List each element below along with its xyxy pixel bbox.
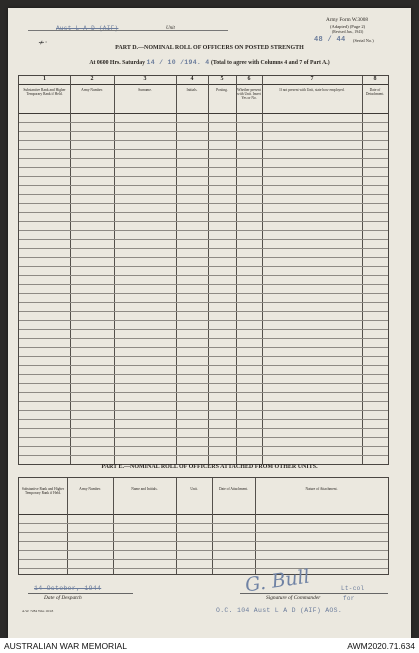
part-e-table xyxy=(18,477,389,575)
column-header: Substantive Rank and Higher Temporary Rank if Held. xyxy=(21,487,65,496)
column-divider xyxy=(255,478,256,574)
table-row-line xyxy=(19,176,388,177)
column-number: 4 xyxy=(190,76,194,82)
table-row-line xyxy=(19,275,388,276)
column-divider xyxy=(212,478,213,574)
part-d-table xyxy=(18,75,389,465)
table-row-line xyxy=(19,302,388,303)
table-row-line xyxy=(19,221,388,222)
table-row-line xyxy=(19,131,388,132)
table-row-line xyxy=(19,523,388,524)
column-header: Date of Detachment. xyxy=(365,88,385,97)
table-row-line xyxy=(19,392,388,393)
table-row-line xyxy=(19,320,388,321)
column-divider xyxy=(176,478,177,574)
column-divider xyxy=(362,76,363,464)
column-divider xyxy=(70,76,71,464)
table-row-line xyxy=(19,239,388,240)
part-d-subtitle xyxy=(8,59,411,66)
table-row-line xyxy=(19,401,388,402)
date-typed: 14 / 10 /194. 4 xyxy=(146,59,210,66)
column-header: If not present with Unit, state how employed. xyxy=(279,88,345,92)
table-row-line xyxy=(19,347,388,348)
table-row-line xyxy=(19,437,388,438)
table-row-line xyxy=(19,311,388,312)
form-revised: (Revised Jan., 1943) xyxy=(332,30,364,34)
part-e-header-divider xyxy=(19,514,388,515)
column-number: 6 xyxy=(247,76,251,82)
column-divider xyxy=(208,76,209,464)
column-number: 8 xyxy=(373,76,377,82)
table-row-line xyxy=(19,167,388,168)
column-number: 3 xyxy=(143,76,147,82)
column-divider xyxy=(114,76,115,464)
printer-note: A.W. 7284 Wks 10/43 xyxy=(22,609,54,613)
column-header: Substantive Rank and Higher Temporary Rank if Held. xyxy=(23,88,66,97)
table-row-line xyxy=(19,293,388,294)
column-number: 1 xyxy=(43,76,46,82)
table-row-line xyxy=(19,122,388,123)
table-row-line xyxy=(19,338,388,339)
table-row-line xyxy=(19,550,388,551)
rank-typed: Lt-col xyxy=(341,585,365,592)
table-row-line xyxy=(19,329,388,330)
table-row-line xyxy=(19,248,388,249)
institution-name: AUSTRALIAN WAR MEMORIAL xyxy=(4,641,127,651)
despatch-line xyxy=(28,593,133,594)
col-number-divider xyxy=(19,84,388,85)
table-row-line xyxy=(19,194,388,195)
table-row-line xyxy=(19,374,388,375)
table-row-line xyxy=(19,410,388,411)
column-header: Army Number. xyxy=(79,487,101,491)
table-row-line xyxy=(19,158,388,159)
column-header: Posting. xyxy=(216,88,228,92)
column-header: Initials. xyxy=(186,88,198,92)
table-row-line xyxy=(19,541,388,542)
table-row-line xyxy=(19,140,388,141)
column-number: 2 xyxy=(90,76,94,82)
accession-number: AWM2020.71.634 xyxy=(347,641,415,651)
column-header: Unit. xyxy=(190,487,198,491)
archive-footer xyxy=(0,638,419,653)
signature-label: Signature of Commander xyxy=(266,595,321,601)
unit-label: Unit xyxy=(166,26,175,31)
table-row-line xyxy=(19,356,388,357)
table-row-line xyxy=(19,383,388,384)
form-sheet xyxy=(8,8,411,638)
column-divider xyxy=(176,76,177,464)
table-row-line xyxy=(19,149,388,150)
column-divider xyxy=(67,478,68,574)
despatch-date-typed: 14 October, 1944 xyxy=(34,585,102,592)
table-row-line xyxy=(19,446,388,447)
header-divider xyxy=(19,113,388,114)
column-divider xyxy=(262,76,263,464)
subtitle-post: (Total to agree with Columns 4 and 7 of Part A.) xyxy=(210,60,330,66)
column-header: Army Number. xyxy=(81,88,103,92)
table-row-line xyxy=(19,230,388,231)
column-header: Nature of Attachment. xyxy=(305,487,338,491)
unit-typed: Aust L A D (AIF) xyxy=(56,25,119,32)
table-row-line xyxy=(19,212,388,213)
table-row-line xyxy=(19,284,388,285)
oc-typed: O.C. 104 Aust L A D (AIF) AOS. xyxy=(216,607,343,614)
column-header: Name and Initials. xyxy=(131,487,158,491)
column-header: Surname. xyxy=(138,88,152,92)
serial-typed: 48 / 44 xyxy=(314,36,346,44)
table-row-line xyxy=(19,428,388,429)
signature-line xyxy=(240,593,388,594)
part-e-title: PART E.—NOMINAL ROLL OF OFFICERS ATTACHED FROM OTHER UNITS. xyxy=(101,464,318,470)
column-header: Date of Attachment. xyxy=(218,487,249,491)
table-row-line xyxy=(19,532,388,533)
table-row-line xyxy=(19,203,388,204)
commander-signature: G. Bull xyxy=(243,565,312,597)
column-divider xyxy=(113,478,114,574)
column-header: Whether present with Unit. Insert Yes or No. xyxy=(237,88,261,101)
table-row-line xyxy=(19,455,388,456)
for-typed: for xyxy=(343,595,355,602)
subtitle-pre: At 0600 Hrs. Saturday xyxy=(89,60,146,66)
table-row-line xyxy=(19,365,388,366)
table-row-line xyxy=(19,257,388,258)
pen-mark: ≁· xyxy=(38,38,48,47)
table-row-line xyxy=(19,266,388,267)
table-row-line xyxy=(19,419,388,420)
table-row-line xyxy=(19,568,388,569)
form-title: Army Form W.3008 xyxy=(326,17,368,23)
table-row-line xyxy=(19,559,388,560)
column-number: 5 xyxy=(220,76,224,82)
despatch-label: Date of Despatch xyxy=(44,595,82,601)
column-number: 7 xyxy=(310,76,314,82)
serial-label: (Serial No.) xyxy=(353,38,374,43)
unit-underline xyxy=(28,30,228,31)
form-adapted: (Adapted) (Page 2) xyxy=(330,24,366,29)
table-row-line xyxy=(19,185,388,186)
part-d-title: PART D.—NOMINAL ROLL OF OFFICERS ON POSTED STRENGTH xyxy=(115,45,304,51)
column-divider xyxy=(236,76,237,464)
